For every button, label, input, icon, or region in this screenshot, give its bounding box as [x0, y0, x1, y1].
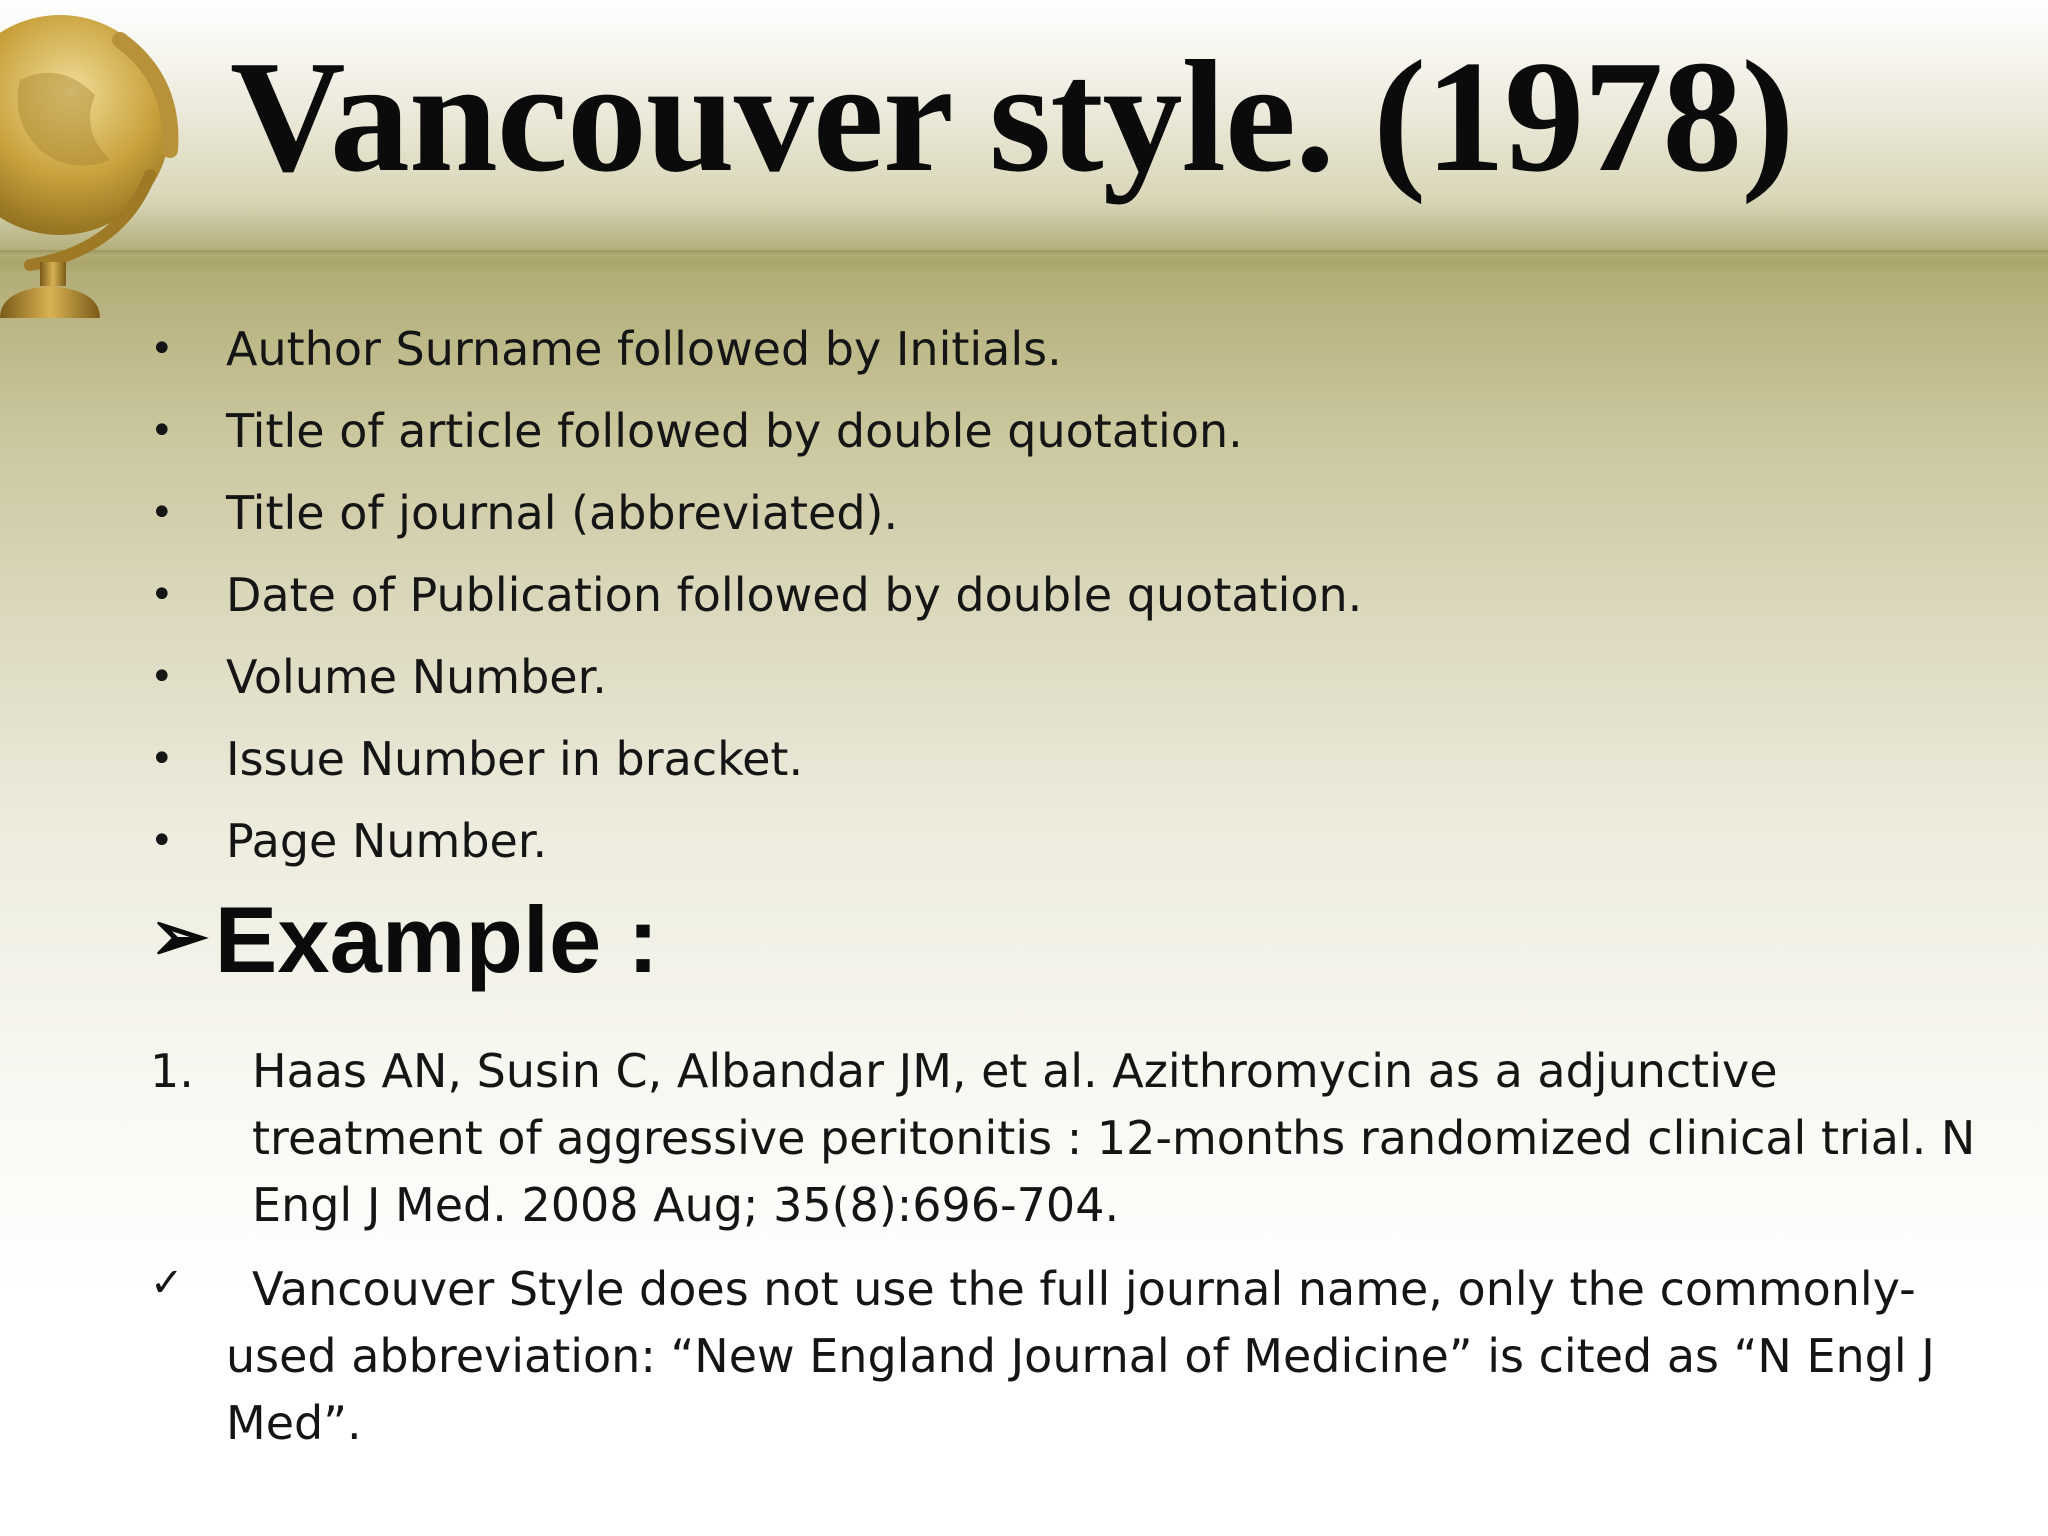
list-item	[150, 563, 1362, 645]
list-item	[150, 809, 1362, 891]
globe-icon	[0, 0, 200, 340]
list-item-text: Volume Number.	[226, 650, 607, 704]
reference-text: Haas AN, Susin C, Albandar JM, et al. Azithromycin as a adjunctive treatment of aggressive peritonitis : 12-months randomized clinical trial. N Engl J Med. 2008 Aug; 35(8):696-704.	[252, 1044, 1976, 1232]
bullet-list	[150, 317, 1362, 891]
bullet-dot-icon: •	[150, 736, 174, 782]
bullet-dot-icon: •	[150, 490, 174, 536]
bullet-dot-icon: •	[150, 818, 174, 864]
bullet-dot-icon: •	[150, 654, 174, 700]
list-item	[150, 399, 1362, 481]
reference-number: 1.	[150, 1044, 194, 1098]
example-label: Example :	[214, 887, 659, 992]
list-item	[150, 317, 1362, 399]
list-item-text: Title of journal (abbreviated).	[226, 486, 899, 540]
bullet-dot-icon: •	[150, 572, 174, 618]
list-item	[150, 727, 1362, 809]
list-item-text: Issue Number in bracket.	[226, 732, 804, 786]
abbreviation-note	[150, 1256, 1980, 1457]
arrow-bullet-icon: ➢	[150, 897, 209, 975]
slide-title: Vancouver style. (1978)	[230, 27, 1794, 205]
bullet-dot-icon: •	[150, 326, 174, 372]
list-item	[150, 481, 1362, 563]
bullet-dot-icon: •	[150, 408, 174, 454]
list-item-text: Author Surname followed by Initials.	[226, 322, 1062, 376]
list-item-text: Title of article followed by double quotation.	[226, 404, 1243, 458]
header-divider	[0, 250, 2048, 256]
list-item-text: Date of Publication followed by double quotation.	[226, 568, 1363, 622]
list-item	[150, 645, 1362, 727]
reference-entry	[150, 1038, 2010, 1239]
list-item-text: Page Number.	[226, 814, 548, 868]
note-text: Vancouver Style does not use the full journal name, only the commonly-used abbreviation: “New England Journal of Medicine” is cited as “N Engl J Med”.	[226, 1262, 1935, 1450]
example-heading	[150, 880, 659, 996]
checkmark-icon: ✓	[150, 1260, 184, 1306]
